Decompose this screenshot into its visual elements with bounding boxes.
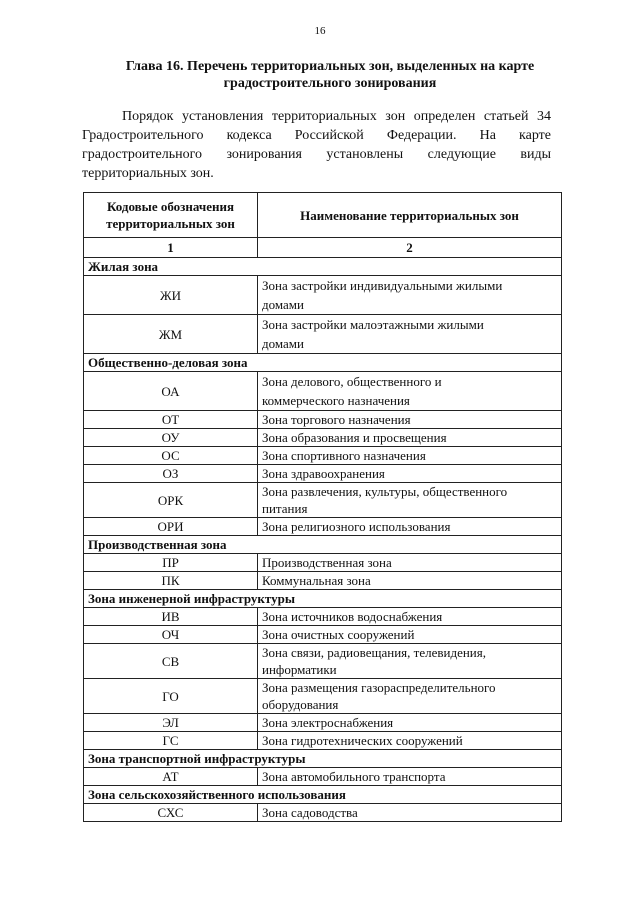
zone-code: ГО <box>84 679 258 714</box>
zone-code: ОС <box>84 447 258 465</box>
zone-name-line-2: коммерческого назначения <box>262 393 410 408</box>
zone-name-line-1: Зона связи, радиовещания, телевидения, <box>262 645 486 660</box>
zone-name: Производственная зона <box>258 554 562 572</box>
table-row <box>84 644 562 679</box>
zone-name: Зона религиозного использования <box>258 518 562 536</box>
zone-name: Зона электроснабжения <box>258 714 562 732</box>
table-row <box>84 732 562 750</box>
zone-name-line-2: питания <box>262 501 308 516</box>
zone-name-line-1: Зона делового, общественного и <box>262 374 442 389</box>
zone-code: ПК <box>84 572 258 590</box>
header-code-line-2: территориальных зон <box>106 216 235 231</box>
zone-name-line-1: Зона размещения газораспределительного <box>262 680 496 695</box>
table-row <box>84 554 562 572</box>
table-row <box>84 483 562 518</box>
table-row <box>84 276 562 315</box>
zone-name: Зона гидротехнических сооружений <box>258 732 562 750</box>
zone-code: ИВ <box>84 608 258 626</box>
column-number-2: 2 <box>258 238 562 258</box>
zone-name: Зона садоводства <box>258 804 562 822</box>
zone-code: ОРК <box>84 483 258 518</box>
zone-code: ОТ <box>84 411 258 429</box>
header-name-column: Наименование территориальных зон <box>258 193 562 238</box>
zone-name: Зона автомобильного транспорта <box>258 768 562 786</box>
table-row <box>84 572 562 590</box>
table-row <box>84 626 562 644</box>
table-row <box>84 465 562 483</box>
table-row <box>84 315 562 354</box>
table-row <box>84 447 562 465</box>
zone-code: ОЗ <box>84 465 258 483</box>
zone-code: ПР <box>84 554 258 572</box>
zone-name-line-2: домами <box>262 336 304 351</box>
zone-name: Зона здравоохранения <box>258 465 562 483</box>
zone-name <box>258 679 562 714</box>
zone-code: ОЧ <box>84 626 258 644</box>
zone-code: ОУ <box>84 429 258 447</box>
zone-code: ОА <box>84 372 258 411</box>
section-title: Жилая зона <box>84 258 562 276</box>
table-row <box>84 714 562 732</box>
chapter-title-line-1: Глава 16. Перечень территориальных зон, выделенных на карте <box>125 59 535 74</box>
zone-code: СХС <box>84 804 258 822</box>
zone-name-line-1: Зона застройки малоэтажными жилыми <box>262 317 484 332</box>
section-title: Производственная зона <box>84 536 562 554</box>
table-row <box>84 768 562 786</box>
zone-name-line-2: оборудования <box>262 697 339 712</box>
zone-name: Зона образования и просвещения <box>258 429 562 447</box>
zone-code: ЖМ <box>84 315 258 354</box>
zone-name-line-2: домами <box>262 297 304 312</box>
chapter-title <box>70 58 590 92</box>
zone-name: Коммунальная зона <box>258 572 562 590</box>
section-title: Зона сельскохозяйственного использования <box>84 786 562 804</box>
column-number-1: 1 <box>84 238 258 258</box>
page-number: 16 <box>314 25 326 37</box>
zone-code: ГС <box>84 732 258 750</box>
zone-code: ЖИ <box>84 276 258 315</box>
table-row <box>84 429 562 447</box>
section-title: Общественно-деловая зона <box>84 354 562 372</box>
table-row <box>84 804 562 822</box>
section-title: Зона инженерной инфраструктуры <box>84 590 562 608</box>
table-row <box>84 608 562 626</box>
zone-code: СВ <box>84 644 258 679</box>
zone-name: Зона источников водоснабжения <box>258 608 562 626</box>
zone-name: Зона спортивного назначения <box>258 447 562 465</box>
zone-name-line-1: Зона развлечения, культуры, общественного <box>262 484 508 499</box>
table-row <box>84 411 562 429</box>
zone-code: ОРИ <box>84 518 258 536</box>
zone-code: ЭЛ <box>84 714 258 732</box>
header-code-line-1: Кодовые обозначения <box>107 199 234 214</box>
intro-paragraph: Порядок установления территориальных зон определен статьей 34 Градостроительного кодекса Российской Федерации. На карте градостроительного зонирования установлены следующие виды территориальных зон. <box>82 109 551 181</box>
zones-table <box>83 192 562 822</box>
zone-name: Зона торгового назначения <box>258 411 562 429</box>
zone-name-line-2: информатики <box>262 662 337 677</box>
header-code-column <box>84 193 258 238</box>
table-row <box>84 518 562 536</box>
zone-name <box>258 315 562 354</box>
zone-code: АТ <box>84 768 258 786</box>
zone-name <box>258 644 562 679</box>
zone-name <box>258 276 562 315</box>
zone-name-line-1: Зона застройки индивидуальными жилыми <box>262 278 503 293</box>
table-row <box>84 372 562 411</box>
zone-name <box>258 483 562 518</box>
section-title: Зона транспортной инфраструктуры <box>84 750 562 768</box>
chapter-title-line-2: градостроительного зонирования <box>223 76 437 91</box>
zone-name <box>258 372 562 411</box>
table-row <box>84 679 562 714</box>
zone-name: Зона очистных сооружений <box>258 626 562 644</box>
